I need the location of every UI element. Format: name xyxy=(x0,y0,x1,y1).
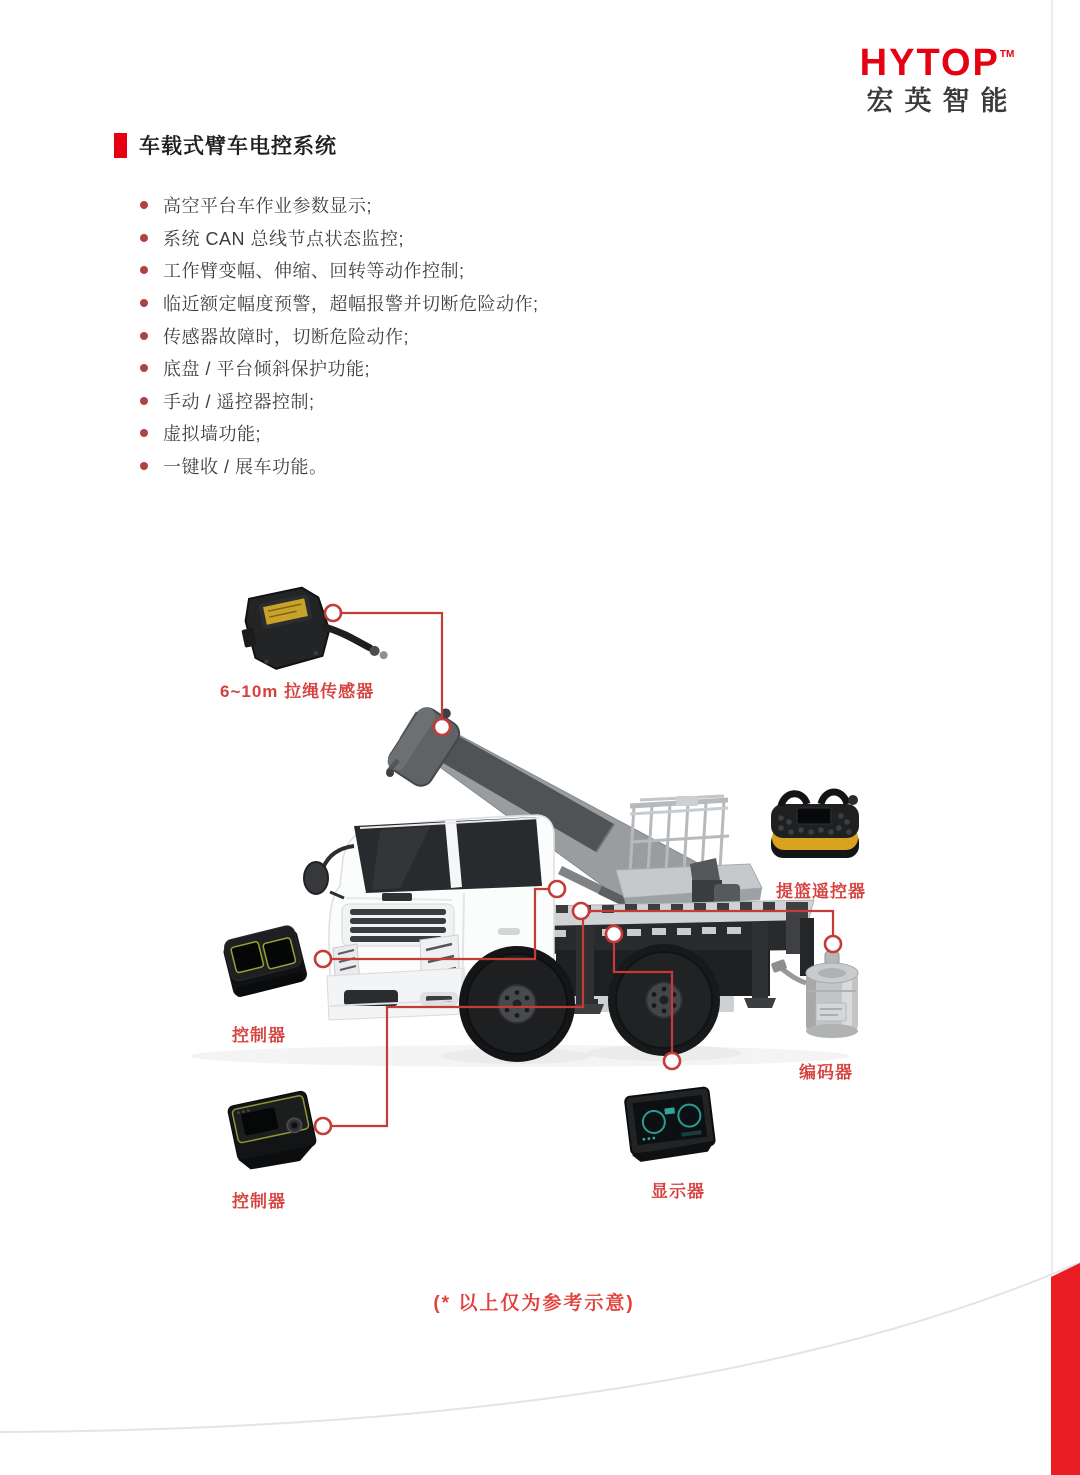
front-wheel xyxy=(459,946,575,1062)
feature-text: 虚拟墙功能; xyxy=(163,424,262,445)
reference-note: (* 以上仅为参考示意) xyxy=(433,1293,635,1314)
feature-text: 一键收 / 展车功能。 xyxy=(163,457,328,478)
feature-text: 手动 / 遥控器控制; xyxy=(163,391,315,412)
label-controller-top: 控制器 xyxy=(232,1026,286,1045)
label-display: 显示器 xyxy=(651,1182,705,1201)
label-encoder: 编码器 xyxy=(799,1063,853,1082)
logo-subtitle: 宏英智能 xyxy=(866,86,1019,116)
feature-text: 系统 CAN 总线节点状态监控; xyxy=(163,228,405,249)
label-rope-sensor: 6~10m 拉绳传感器 xyxy=(220,682,375,701)
basket-remote-device xyxy=(771,792,859,858)
feature-text: 底盘 / 平台倾斜保护功能; xyxy=(163,359,371,380)
label-controller-bottom: 控制器 xyxy=(232,1192,286,1211)
controller-top-device xyxy=(221,924,309,999)
feature-text: 高空平台车作业参数显示; xyxy=(163,196,372,217)
rear-wheel xyxy=(608,944,720,1056)
decorative-curve xyxy=(0,1258,1080,1432)
feature-text: 传感器故障时，切断危险动作; xyxy=(163,326,409,347)
page-title: 车载式臂车电控系统 xyxy=(139,135,337,158)
label-basket-remote: 提篮遥控器 xyxy=(776,882,866,901)
rope-sensor-device xyxy=(235,573,388,687)
feature-text: 临近额定幅度预警，超幅报警并切断危险动作; xyxy=(163,294,539,315)
feature-text: 工作臂变幅、伸缩、回转等动作控制; xyxy=(163,261,465,282)
controller-bottom-device xyxy=(227,1090,319,1173)
display-device xyxy=(625,1087,716,1163)
encoder-device xyxy=(771,951,858,1038)
logo-tm: TM xyxy=(999,49,1015,60)
logo-text: HYTOP xyxy=(859,42,1000,84)
